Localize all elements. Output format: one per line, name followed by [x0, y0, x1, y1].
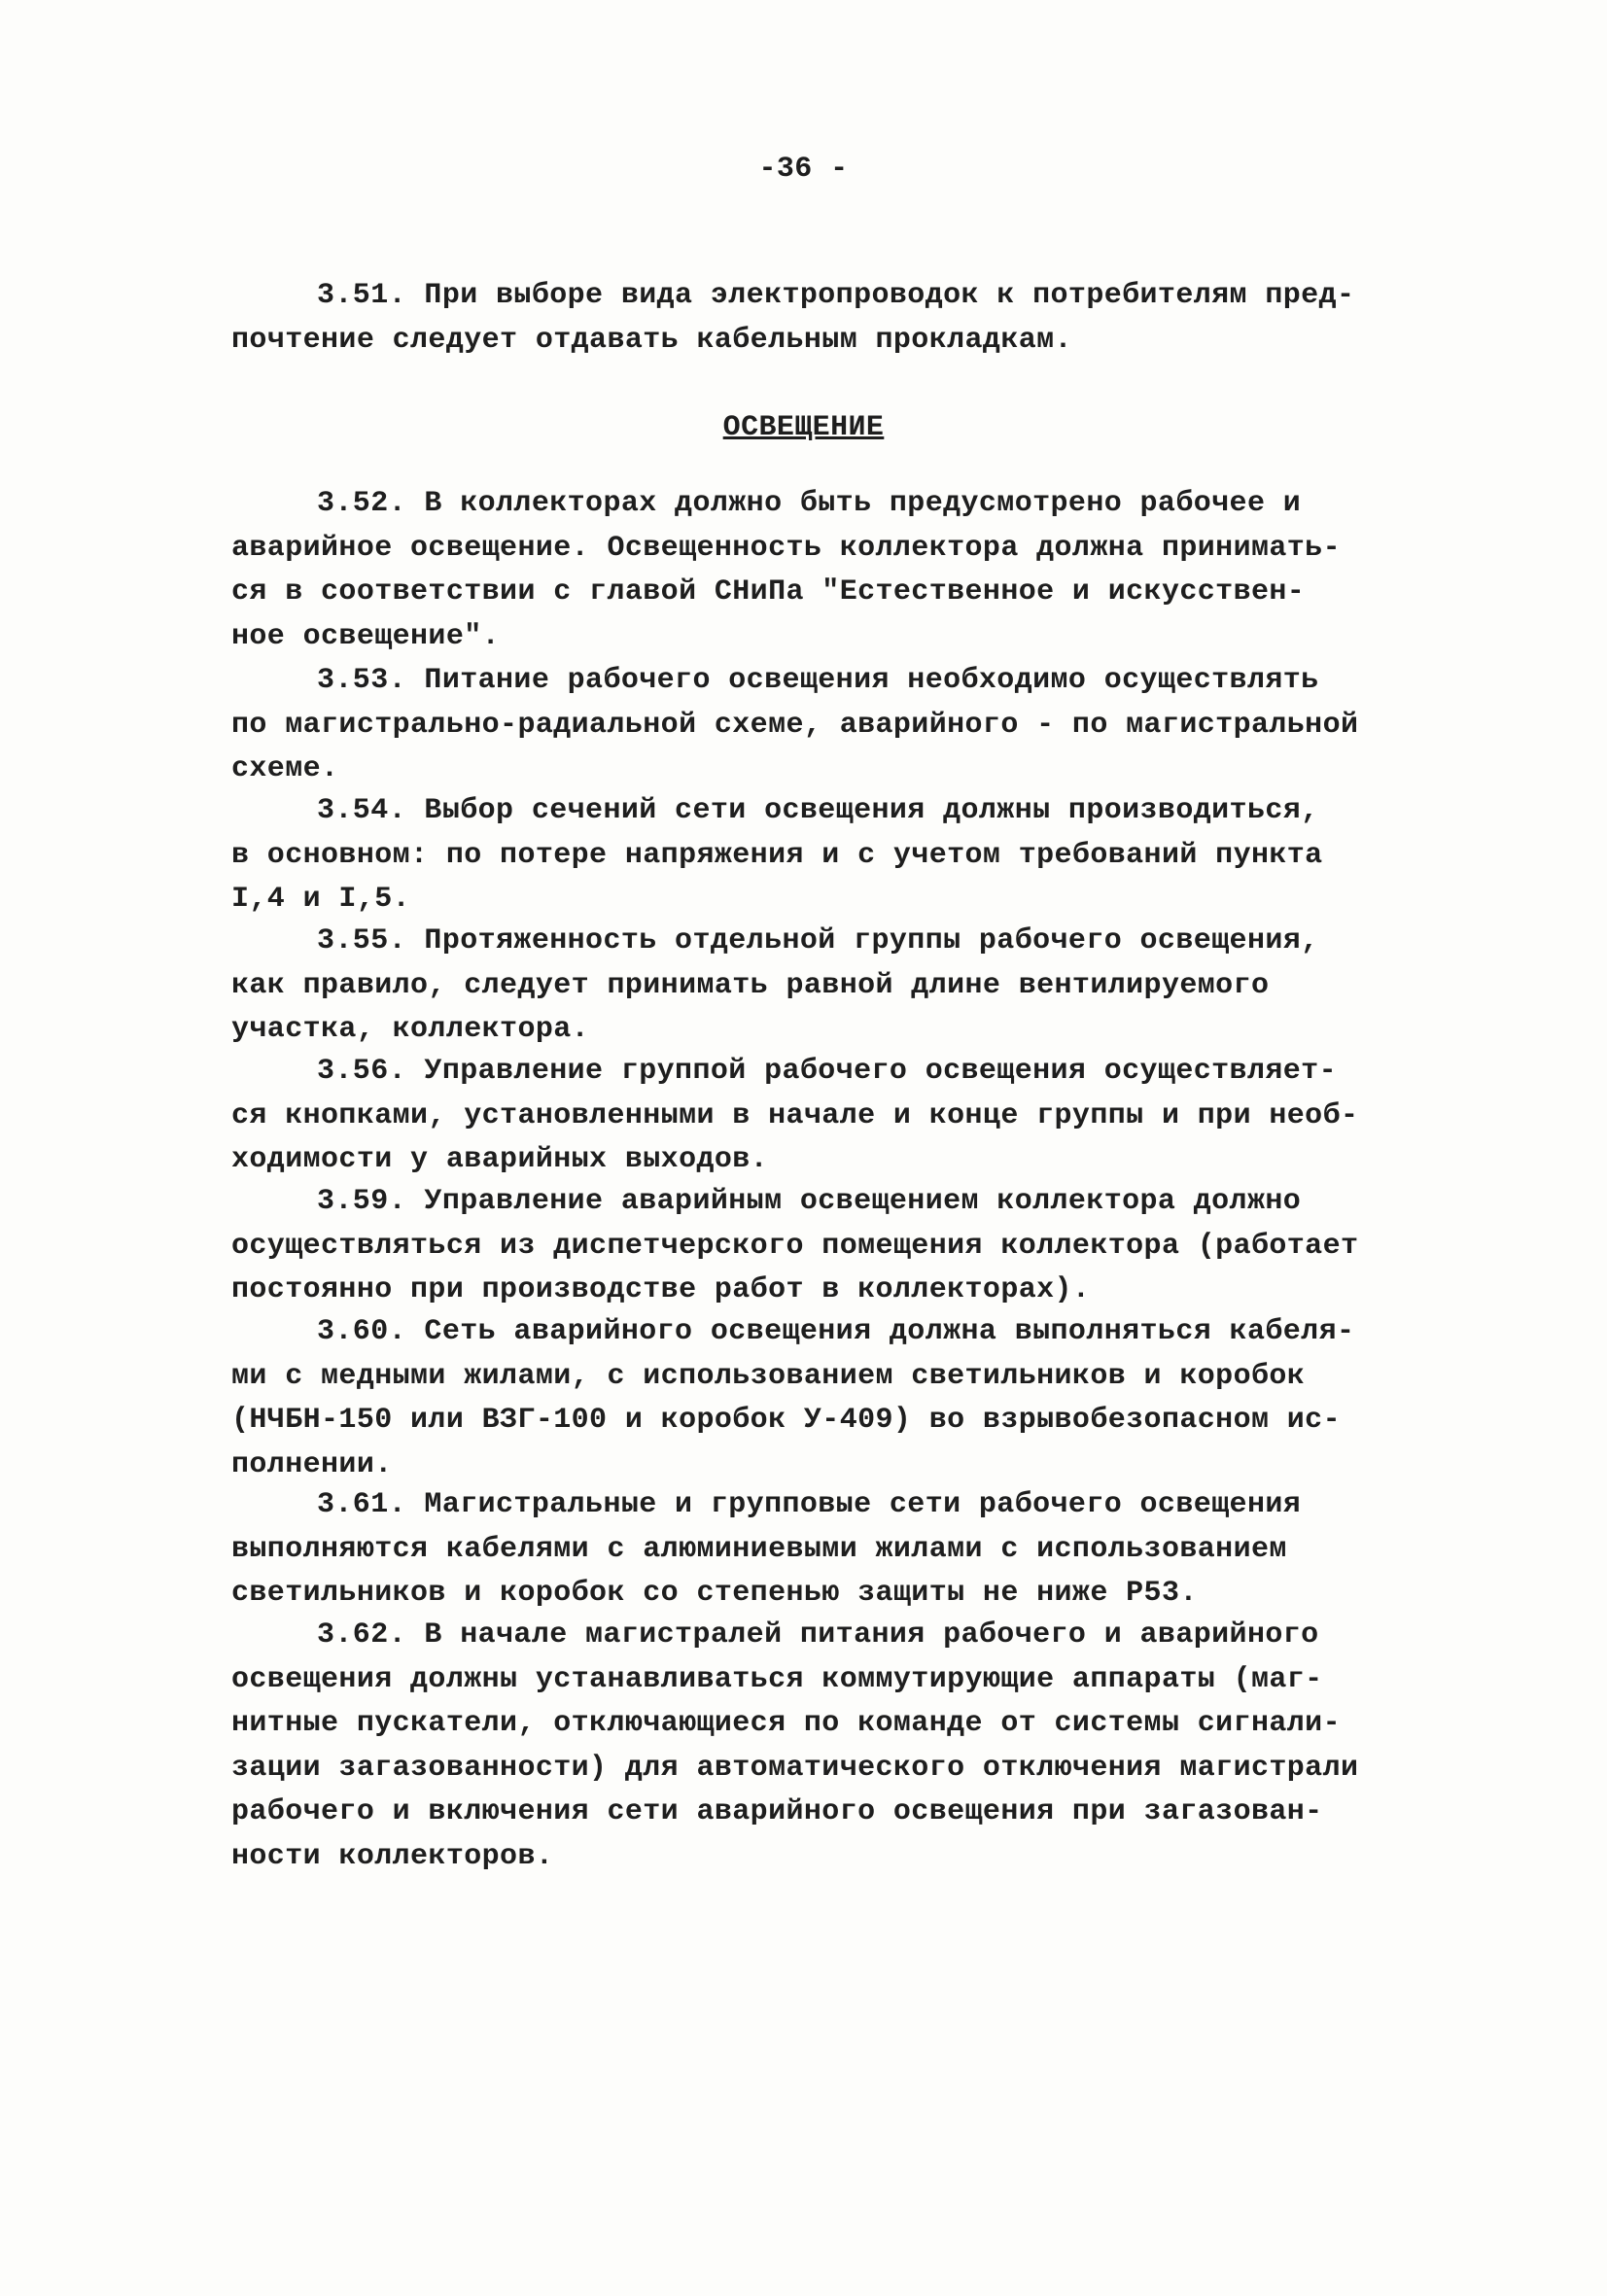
paragraph-line: участка, коллектора.: [231, 1013, 590, 1046]
paragraph-3-51: [231, 274, 1398, 363]
paragraph-3-62: [231, 1614, 1398, 1879]
paragraph-line: 3.62. В начале магистралей питания рабочего и аварийного: [317, 1618, 1319, 1652]
paragraph-line: в основном: по потере напряжения и с учетом требований пункта: [231, 838, 1323, 872]
paragraph-line: аварийное освещение. Освещенность коллектора должна принимать-: [231, 531, 1341, 565]
paragraph-line: 3.51. При выборе вида электропроводок к потребителям пред-: [317, 279, 1355, 312]
paragraph-line: схеме.: [231, 752, 339, 785]
paragraph-line: как правило, следует принимать равной длине вентилируемого: [231, 968, 1270, 1002]
paragraph-3-53: [231, 659, 1398, 792]
paragraph-line: рабочего и включения сети аварийного освещения при загазован-: [231, 1795, 1323, 1828]
paragraph-line: 3.55. Протяженность отдельной группы рабочего освещения,: [317, 924, 1319, 957]
paragraph-line: осуществляться из диспетчерского помещения коллектора (работает: [231, 1229, 1359, 1263]
paragraph-line: I,4 и I,5.: [231, 883, 411, 916]
paragraph-line: выполняются кабелями с алюминиевыми жилами с использованием: [231, 1532, 1287, 1566]
paragraph-line: почтение следует отдавать кабельным прокладкам.: [231, 323, 1072, 357]
paragraph-line: ходимости у аварийных выходов.: [231, 1143, 769, 1176]
paragraph-line: 3.56. Управление группой рабочего освещения осуществляет-: [317, 1055, 1337, 1088]
paragraph-3-59: [231, 1180, 1398, 1313]
paragraph-3-55: [231, 920, 1398, 1053]
paragraph-line: зации загазованности) для автоматического отключения магистрали: [231, 1751, 1359, 1785]
paragraph-line: светильников и коробок со степенью защиты не ниже Р53.: [231, 1577, 1198, 1610]
paragraph-line: 3.60. Сеть аварийного освещения должна выполняться кабеля-: [317, 1315, 1355, 1348]
paragraph-line: ности коллекторов.: [231, 1839, 554, 1873]
page-number: -36 -: [758, 153, 849, 186]
paragraph-line: ся в соответствии с главой СНиПа "Естественное и искусствен-: [231, 575, 1306, 609]
paragraph-3-60: [231, 1310, 1398, 1487]
paragraph-line: ся кнопками, установленными в начале и конце группы и при необ-: [231, 1098, 1359, 1132]
paragraph-line: 3.61. Магистральные и групповые сети рабочего освещения: [317, 1488, 1302, 1521]
paragraph-line: 3.59. Управление аварийным освещением коллектора должно: [317, 1185, 1302, 1218]
paragraph-line: полнении.: [231, 1447, 393, 1481]
paragraph-3-52: [231, 482, 1398, 659]
paragraph-3-61: [231, 1483, 1398, 1617]
paragraph-line: ми с медными жилами, с использованием светильников и коробок: [231, 1359, 1306, 1393]
paragraph-3-56: [231, 1050, 1398, 1183]
paragraph-line: 3.54. Выбор сечений сети освещения должны производиться,: [317, 794, 1319, 827]
paragraph-line: по магистрально-радиальной схеме, аварийного - по магистральной: [231, 708, 1359, 742]
paragraph-line: нитные пускатели, отключающиеся по команде от системы сигнали-: [231, 1707, 1341, 1740]
paragraph-line: 3.52. В коллекторах должно быть предусмотрено рабочее и: [317, 487, 1302, 520]
paragraph-line: 3.53. Питание рабочего освещения необходимо осуществлять: [317, 664, 1319, 697]
paragraph-3-54: [231, 789, 1398, 922]
paragraph-line: ное освещение".: [231, 619, 501, 653]
paragraph-line: постоянно при производстве работ в коллекторах).: [231, 1273, 1091, 1306]
paragraph-line: (НЧБН-150 или ВЗГ-100 и коробок У-409) во взрывобезопасном ис-: [231, 1404, 1341, 1437]
paragraph-line: освещения должны устанавливаться коммутирующие аппараты (маг-: [231, 1662, 1323, 1696]
section-heading: ОСВЕЩЕНИЕ: [722, 411, 885, 444]
